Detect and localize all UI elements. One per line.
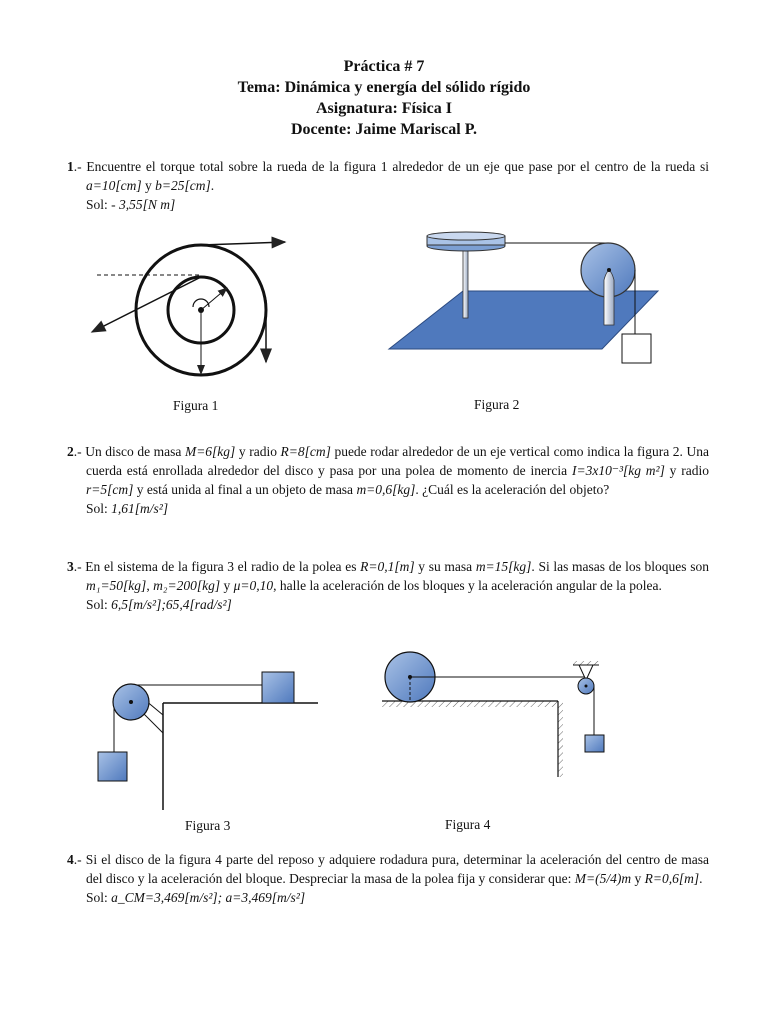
solution-value: - 3,55[N m]	[111, 197, 176, 212]
math-m2: m₂=200[kg]	[153, 578, 221, 593]
problem-text: .- Encuentre el torque total sobre la rueda de la figura 1 alrededor de un eje que pase por el centro de la rueda si	[73, 159, 709, 174]
problem-text: y está unida al final a un objeto de masa	[133, 482, 357, 497]
solution-value: a_CM=3,469[m/s²]; a=3,469[m/s²]	[111, 890, 306, 905]
math-m: m=15[kg]	[475, 559, 532, 574]
problem-number: 3	[67, 559, 74, 574]
problem-text: y su masa	[414, 559, 476, 574]
problem-number: 4	[67, 852, 74, 867]
figure-1-wheel	[92, 242, 285, 375]
solution-label: Sol:	[86, 597, 112, 612]
teacher-title: Docente: Jaime Mariscal P.	[290, 121, 477, 138]
solution-label: Sol:	[86, 197, 112, 212]
problem-text: .- Un disco de masa	[73, 444, 185, 459]
math-R: R=0,6[m]	[644, 871, 700, 886]
problem-text: y radio	[664, 463, 709, 478]
problem-text: puede rodar alrededor de un eje vertical como indica la figura 2. Una cuerda está enrollada alrededor del disco y pasa por una polea de momento de inercia	[86, 444, 709, 478]
solution-value: 1,61[m/s²]	[111, 501, 169, 516]
problem-text: .	[699, 871, 703, 886]
figure-4-disk-pulley-block	[382, 652, 604, 777]
solution-label: Sol:	[86, 501, 112, 516]
problem-text: y	[631, 871, 645, 886]
problem-text: . ¿Cuál es la aceleración del objeto?	[415, 482, 610, 497]
problem-text: .- En el sistema de la figura 3 el radio de la polea es	[73, 559, 361, 574]
math-m1: m₁=50[kg]	[86, 578, 147, 593]
solution-label: Sol:	[86, 890, 112, 905]
math-m: m=0,6[kg]	[356, 482, 416, 497]
problem-text: ,	[146, 578, 154, 593]
problem-text: .	[210, 178, 215, 193]
topic-title: Tema: Dinámica y energía del sólido rígido	[237, 79, 531, 96]
math-r: r=5[cm]	[86, 482, 134, 497]
problem-text: y	[141, 178, 156, 193]
subject-title: Asignatura: Física I	[316, 100, 452, 117]
figure-2-disk-pulley	[389, 232, 658, 363]
math-R: R=8[cm]	[280, 444, 331, 459]
figure-2-caption: Figura 2	[474, 397, 520, 412]
solution-value: 6,5[m/s²];65,4[rad/s²]	[111, 597, 232, 612]
problem-text: .- Si el disco de la figura 4 parte del reposo y adquiere rodadura pura, determinar la aceleración del centro de masa del disco y la aceleración del bloque. Despreciar la masa de la polea fija y considerar que:	[73, 852, 709, 886]
problem-number: 2	[67, 444, 74, 459]
figure-3-caption: Figura 3	[185, 818, 231, 833]
math-I: I=3x10⁻³[kg m²]	[571, 463, 665, 478]
figure-3-pulley-blocks	[98, 672, 318, 810]
figure-1-caption: Figura 1	[173, 398, 219, 413]
problem-text: . Si las masas de los bloques son	[531, 559, 709, 574]
practice-title: Práctica # 7	[343, 58, 425, 75]
problem-number: 1	[67, 159, 74, 174]
problem-text: , halle la aceleración de los bloques y la aceleración angular de la polea.	[273, 578, 662, 593]
problem-text: y radio	[235, 444, 281, 459]
math-mu: μ=0,10	[233, 578, 274, 593]
figure-4-caption: Figura 4	[445, 817, 491, 832]
math-b: b=25[cm]	[155, 178, 211, 193]
problem-text: y	[220, 578, 234, 593]
math-M: M=6[kg]	[184, 444, 236, 459]
math-M: M=(5/4)m	[574, 871, 632, 886]
math-a: a=10[cm]	[86, 178, 142, 193]
math-R: R=0,1[m]	[360, 559, 415, 574]
